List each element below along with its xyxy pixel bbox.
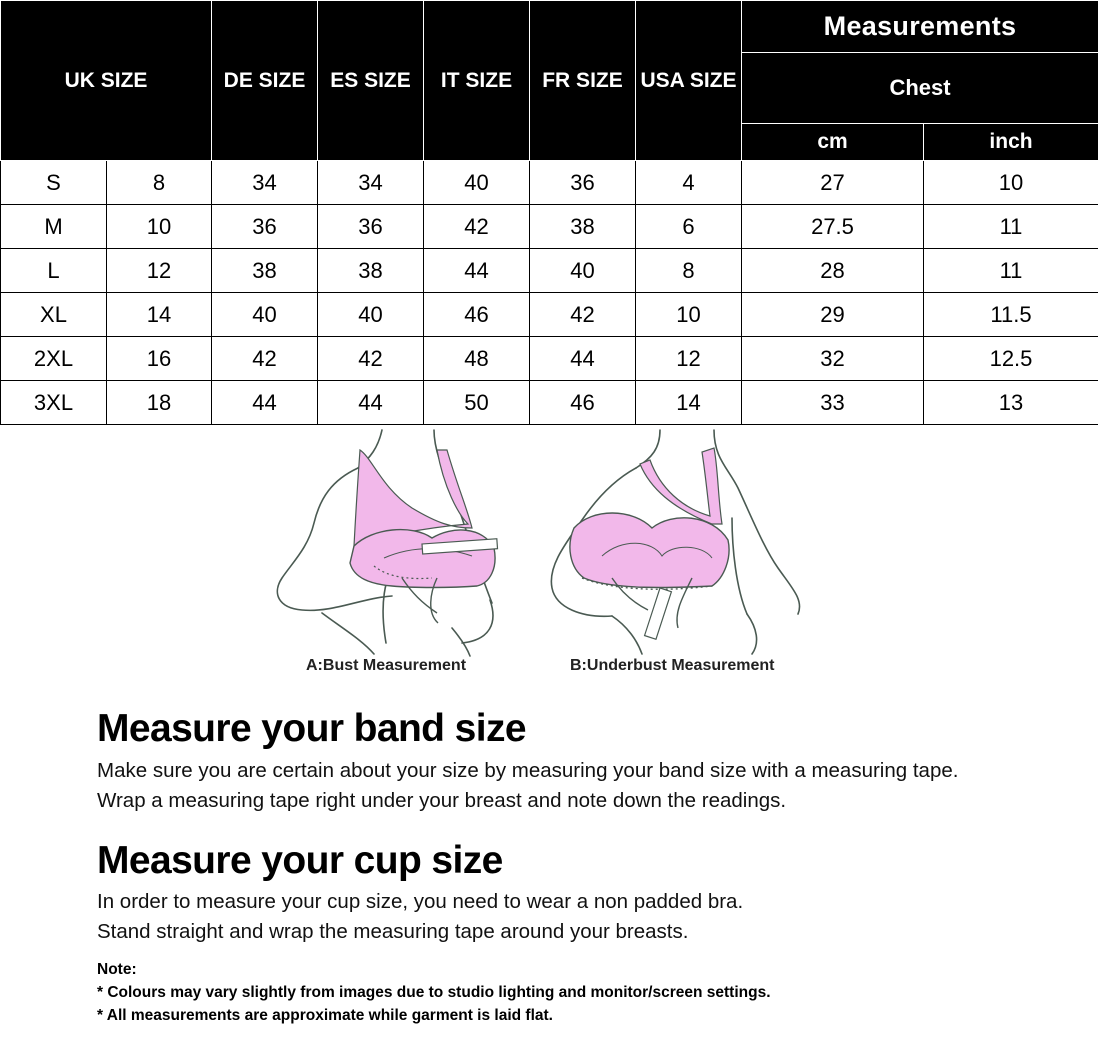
uk-size-value: 18	[107, 381, 212, 425]
uk-size-value: 16	[107, 337, 212, 381]
header-measurements: Measurements	[742, 1, 1098, 53]
usa-size-value: 8	[636, 249, 742, 293]
it-size-value: 44	[424, 249, 530, 293]
it-size-value: 48	[424, 337, 530, 381]
chest-cm-value: 33	[742, 381, 924, 425]
it-size-value: 40	[424, 161, 530, 205]
de-size-value: 38	[212, 249, 318, 293]
cup-size-instructions	[97, 887, 743, 947]
chest-inch-value: 12.5	[924, 337, 1098, 381]
table-row	[1, 381, 1098, 425]
size-chart-table	[0, 0, 1098, 425]
es-size-value: 34	[318, 161, 424, 205]
size-letter: S	[1, 161, 107, 205]
de-size-value: 40	[212, 293, 318, 337]
usa-size-value: 14	[636, 381, 742, 425]
uk-size-value: 14	[107, 293, 212, 337]
table-row	[1, 293, 1098, 337]
fr-size-value: 42	[530, 293, 636, 337]
table-row	[1, 337, 1098, 381]
header-inch: inch	[924, 124, 1098, 161]
bust-measurement-caption: A:Bust Measurement	[306, 657, 467, 674]
chest-inch-value: 11	[924, 205, 1098, 249]
fr-size-value: 40	[530, 249, 636, 293]
chest-inch-value: 10	[924, 161, 1098, 205]
es-size-value: 42	[318, 337, 424, 381]
it-size-value: 46	[424, 293, 530, 337]
underbust-measurement-caption: B:Underbust Measurement	[570, 657, 775, 674]
chest-inch-value: 13	[924, 381, 1098, 425]
header-it-size: IT SIZE	[424, 1, 530, 161]
band-size-line: Wrap a measuring tape right under your breast and note down the readings.	[97, 789, 787, 812]
it-size-value: 50	[424, 381, 530, 425]
de-size-value: 42	[212, 337, 318, 381]
band-size-instructions	[97, 756, 958, 816]
chest-inch-value: 11.5	[924, 293, 1098, 337]
size-letter: M	[1, 205, 107, 249]
cup-size-line: In order to measure your cup size, you need to wear a non padded bra.	[97, 890, 744, 913]
uk-size-value: 10	[107, 205, 212, 249]
size-letter: XL	[1, 293, 107, 337]
usa-size-value: 12	[636, 337, 742, 381]
de-size-value: 34	[212, 161, 318, 205]
bra-cup-shape	[570, 513, 729, 588]
header-cm: cm	[742, 124, 924, 161]
usa-size-value: 4	[636, 161, 742, 205]
size-letter: 2XL	[1, 337, 107, 381]
usa-size-value: 6	[636, 205, 742, 249]
fr-size-value: 36	[530, 161, 636, 205]
chest-cm-value: 29	[742, 293, 924, 337]
note-line: * Colours may vary slightly from images due to studio lighting and monitor/screen settings.	[97, 984, 771, 1001]
chest-inch-value: 11	[924, 249, 1098, 293]
de-size-value: 36	[212, 205, 318, 249]
table-row	[1, 249, 1098, 293]
chest-cm-value: 27	[742, 161, 924, 205]
fr-size-value: 38	[530, 205, 636, 249]
bra-strap-shape	[640, 448, 722, 524]
band-size-heading: Measure your band size	[97, 707, 526, 750]
fr-size-value: 44	[530, 337, 636, 381]
chest-cm-value: 32	[742, 337, 924, 381]
uk-size-value: 8	[107, 161, 212, 205]
note-block	[97, 958, 771, 1027]
note-line: * All measurements are approximate while garment is laid flat.	[97, 1007, 553, 1024]
size-letter: 3XL	[1, 381, 107, 425]
band-size-line: Make sure you are certain about your size by measuring your band size with a measuring tape.	[97, 759, 959, 782]
it-size-value: 42	[424, 205, 530, 249]
table-row	[1, 161, 1098, 205]
header-usa-size: USA SIZE	[636, 1, 742, 161]
size-letter: L	[1, 249, 107, 293]
header-chest: Chest	[742, 53, 1098, 124]
header-fr-size: FR SIZE	[530, 1, 636, 161]
de-size-value: 44	[212, 381, 318, 425]
chest-cm-value: 28	[742, 249, 924, 293]
es-size-value: 36	[318, 205, 424, 249]
header-de-size: DE SIZE	[212, 1, 318, 161]
chest-cm-value: 27.5	[742, 205, 924, 249]
uk-size-value: 12	[107, 249, 212, 293]
header-es-size: ES SIZE	[318, 1, 424, 161]
header-uk-size: UK SIZE	[1, 1, 212, 161]
es-size-value: 40	[318, 293, 424, 337]
underbust-measurement-illustration	[542, 428, 802, 658]
table-row	[1, 205, 1098, 249]
es-size-value: 44	[318, 381, 424, 425]
cup-size-line: Stand straight and wrap the measuring tape around your breasts.	[97, 920, 689, 943]
fr-size-value: 46	[530, 381, 636, 425]
usa-size-value: 10	[636, 293, 742, 337]
note-label: Note:	[97, 961, 137, 978]
bust-measurement-illustration	[262, 428, 522, 658]
cup-size-heading: Measure your cup size	[97, 839, 503, 882]
es-size-value: 38	[318, 249, 424, 293]
